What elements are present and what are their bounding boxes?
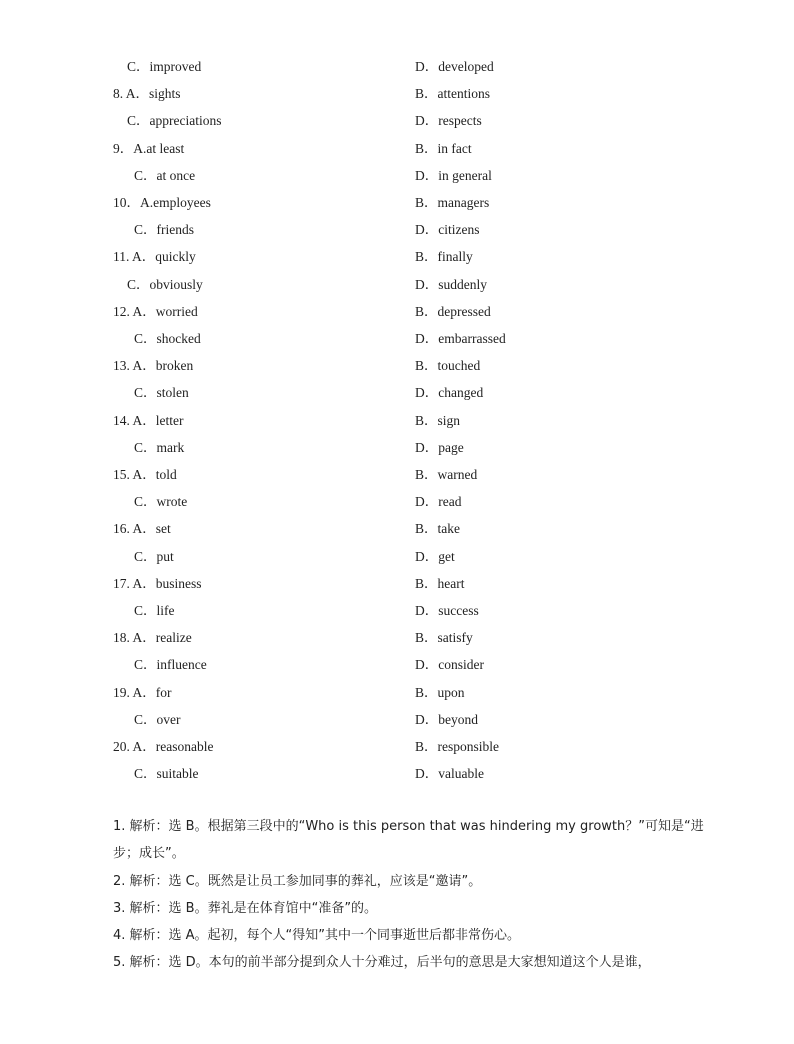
option-right: B．take [415, 521, 460, 537]
option-left: 14. A．letter [113, 412, 184, 428]
option-left: 9．A.at least [113, 140, 185, 156]
option-left: C．appreciations [127, 113, 222, 129]
option-left: 20. A．reasonable [113, 739, 214, 754]
analysis-line: 2. 解析：选 C。既然是让员工参加同事的葬礼，应该是“邀请”。 [113, 874, 482, 889]
analysis-line: 步；成长”。 [113, 846, 185, 861]
option-right: B．heart [415, 575, 465, 591]
analysis-line: 4. 解析：选 A。起初，每个人“得知”其中一个同事逝世后都非常伤心。 [113, 928, 521, 943]
option-right: B．satisfy [415, 630, 473, 646]
option-right: B．upon [415, 684, 465, 700]
analysis-line: 3. 解析：选 B。葬礼是在体育馆中“准备”的。 [113, 901, 378, 916]
option-right: B．sign [415, 412, 461, 428]
option-left: C．friends [134, 222, 194, 238]
option-row [0, 492, 794, 512]
option-left: C．wrote [134, 494, 188, 510]
option-left: C．improved [127, 59, 202, 74]
option-left: C．over [134, 711, 181, 727]
option-right: D．read [415, 494, 462, 510]
option-row [0, 411, 794, 431]
option-left: C．stolen [134, 385, 189, 401]
option-row [0, 275, 794, 295]
option-row [0, 465, 794, 485]
analysis-line: 1. 解析：选 B。根据第三段中的“Who is this person that was hindering my growth？”可知是“进 [113, 819, 704, 834]
analysis-line: 5. 解析：选 D。本句的前半部分提到众人十分难过，后半句的意思是大家想知道这个人是谁， [113, 955, 651, 970]
option-row [0, 710, 794, 730]
option-row [0, 111, 794, 131]
option-row [0, 737, 794, 757]
option-left: C．suitable [134, 766, 199, 782]
option-left: 10．A.employees [113, 195, 211, 210]
option-right: D．in general [415, 167, 492, 183]
option-left: 16. A．set [113, 521, 171, 537]
option-row [0, 57, 794, 77]
option-row [0, 139, 794, 159]
option-left: C．put [134, 548, 174, 564]
option-right: B．in fact [415, 140, 472, 156]
option-right: D．respects [415, 113, 482, 129]
option-right: B．depressed [415, 303, 491, 319]
option-right: D．consider [415, 657, 484, 673]
option-left: 15. A．told [113, 467, 177, 482]
option-right: D．success [415, 603, 479, 618]
option-row [0, 655, 794, 675]
option-right: B．managers [415, 195, 490, 210]
option-left: C．life [134, 603, 175, 618]
option-row [0, 683, 794, 703]
option-left: 11. A．quickly [113, 249, 196, 265]
option-left: 13. A．broken [113, 358, 194, 374]
option-right: D．suddenly [415, 276, 487, 292]
option-row [0, 547, 794, 567]
option-left: C．obviously [127, 276, 203, 292]
option-right: D．changed [415, 385, 484, 401]
option-row [0, 356, 794, 376]
option-row [0, 574, 794, 594]
option-left: 18. A．realize [113, 630, 192, 646]
option-left: C．shocked [134, 331, 201, 346]
option-row [0, 764, 794, 784]
option-row [0, 247, 794, 267]
option-left: 17. A．business [113, 575, 202, 591]
option-row [0, 519, 794, 539]
option-right: D．embarrassed [415, 331, 506, 346]
option-row [0, 84, 794, 104]
option-right: B．finally [415, 249, 473, 265]
option-left: C．at once [134, 167, 196, 183]
option-right: B．attentions [415, 86, 490, 102]
option-right: D．citizens [415, 222, 480, 238]
option-row [0, 193, 794, 213]
option-row [0, 438, 794, 458]
option-left: C．mark [134, 439, 185, 455]
option-right: D．developed [415, 59, 494, 74]
option-row [0, 329, 794, 349]
option-row [0, 628, 794, 648]
option-row [0, 601, 794, 621]
option-row [0, 166, 794, 186]
option-row [0, 220, 794, 240]
option-right: B．responsible [415, 739, 499, 754]
option-right: D．valuable [415, 766, 484, 782]
option-right: D．get [415, 548, 455, 564]
option-right: D．page [415, 439, 464, 455]
option-right: B．touched [415, 358, 481, 374]
option-left: 8. A．sights [113, 86, 181, 102]
option-left: 12. A．worried [113, 303, 198, 319]
option-right: B．warned [415, 467, 478, 482]
option-row [0, 383, 794, 403]
option-right: D．beyond [415, 711, 478, 727]
option-left: C．influence [134, 657, 207, 673]
option-left: 19. A．for [113, 684, 172, 700]
option-row [0, 302, 794, 322]
